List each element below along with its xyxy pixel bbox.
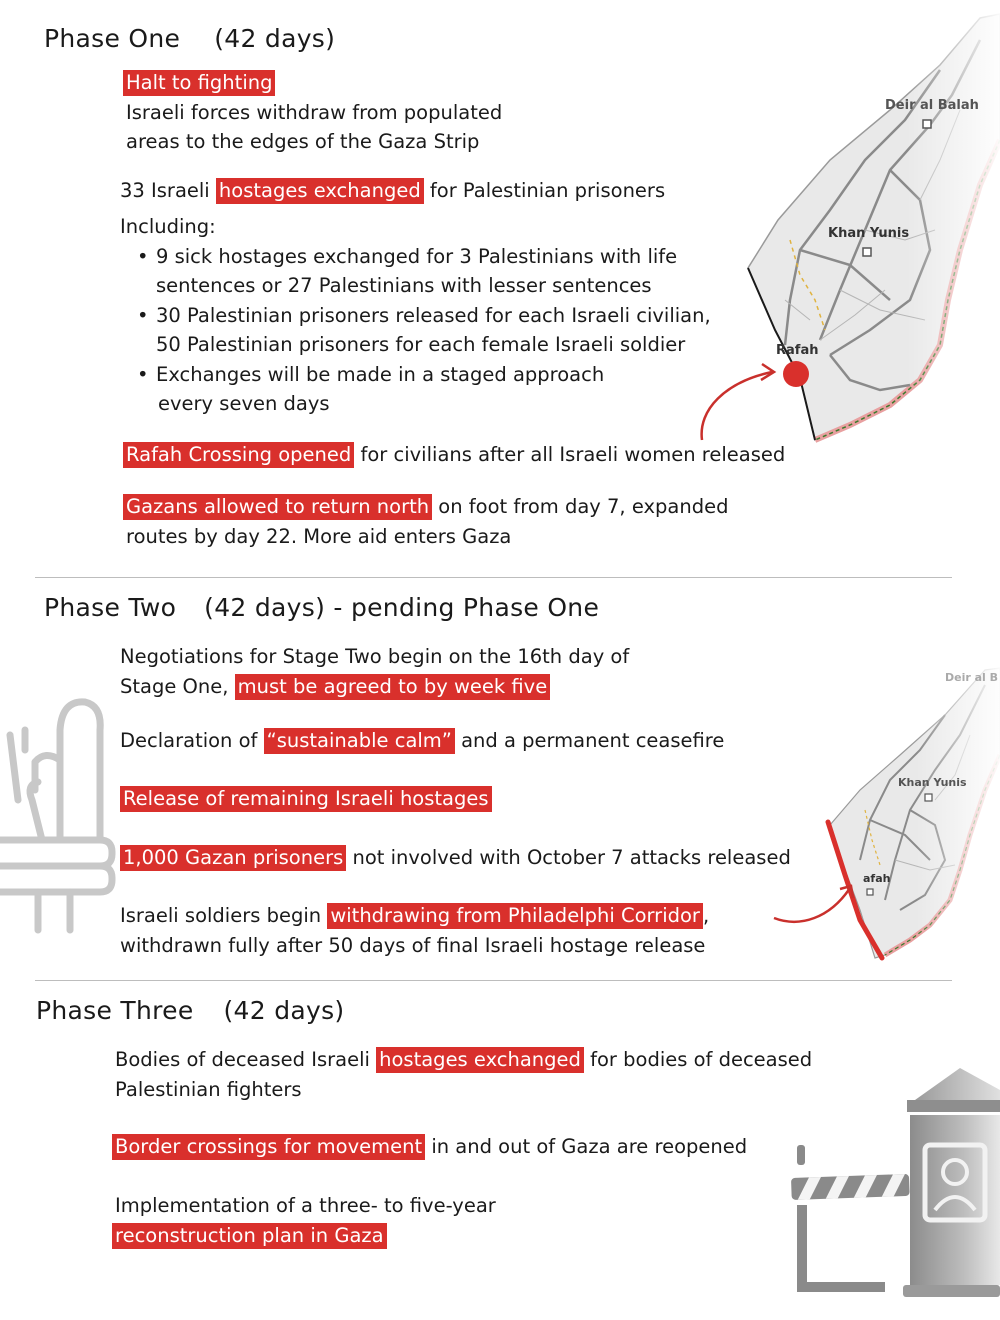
phase-two-title: Phase Two [44, 593, 177, 622]
map1-label-deir: Deir al Balah [885, 98, 979, 113]
phase1-bullet-list [120, 242, 711, 419]
list-item [120, 242, 711, 301]
phase2-negotiations-block [120, 642, 629, 701]
map-gaza-phase-one [690, 0, 1000, 470]
rafah-marker-icon [783, 361, 809, 387]
bullet-3-line2: every seven days [158, 392, 330, 415]
phase2-withdraw-line2: withdrawn fully after 50 days of final Israeli hostage release [120, 933, 706, 957]
agreed-week-five-highlight: must be agreed to by week five [235, 674, 551, 700]
list-item [120, 360, 711, 419]
map1-label-rafah: Rafah [776, 343, 819, 358]
philadelphi-highlight: withdrawing from Philadelphi Corridor [327, 903, 703, 929]
phase3-reconstruction-line1: Implementation of a three- to five-year [115, 1194, 496, 1217]
phase1-return-line2: routes by day 22. More aid enters Gaza [126, 524, 512, 548]
map2-label-khan: Khan Yunis [898, 776, 967, 789]
divider [35, 577, 952, 578]
map2-label-deir: Deir al B [945, 671, 999, 684]
phase-two-heading [44, 593, 599, 622]
phase1-rafah-post: for civilians after all Israeli women released [354, 443, 786, 466]
bullet-1-line1: • 9 sick hostages exchanged for 3 Palestinians with life [156, 244, 678, 268]
phase2-withdraw-pre: Israeli soldiers begin [120, 904, 328, 927]
phase1-return-block [123, 492, 728, 551]
sustainable-calm-highlight: “sustainable calm” [264, 728, 455, 754]
phase1-rafah-line [123, 440, 785, 470]
border-barrier-icon [785, 1060, 1000, 1300]
phase1-hostages-pre: 33 Israeli [120, 179, 216, 202]
phase-two-days: (42 days) - pending Phase One [204, 593, 600, 622]
map2-label-rafah: afah [863, 872, 891, 885]
phase2-prisoners-line [120, 843, 791, 873]
phase1-withdraw-line2: areas to the edges of the Gaza Strip [126, 130, 480, 153]
release-hostages-highlight: Release of remaining Israeli hostages [120, 786, 492, 812]
phase1-hostages-line [120, 176, 665, 206]
phase1-halt-block [123, 68, 502, 157]
phase2-negotiations-line1: Negotiations for Stage Two begin on the 16th day of [120, 645, 630, 668]
phase2-declaration-pre: Declaration of [120, 729, 264, 752]
phase2-release-line [120, 784, 492, 814]
phase1-withdraw-line1: Israeli forces withdraw from populated [126, 100, 503, 124]
list-item [120, 301, 711, 360]
hostages-exchanged-highlight: hostages exchanged [216, 178, 424, 204]
phase3-bodies-block [115, 1045, 812, 1104]
bullet-2-line2: 50 Palestinian prisoners for each female Israeli soldier [156, 333, 686, 356]
phase2-prisoners-post: not involved with October 7 attacks released [346, 846, 791, 869]
phase-three-heading [36, 996, 344, 1025]
phase3-border-post: in and out of Gaza are reopened [425, 1135, 748, 1158]
phase3-reconstruction-block [112, 1191, 496, 1250]
phase2-withdraw-block [120, 901, 709, 960]
phase3-bodies-pre: Bodies of deceased Israeli [115, 1048, 377, 1071]
gazans-return-highlight: Gazans allowed to return north [123, 494, 432, 520]
phase3-bodies-line2: Palestinian fighters [115, 1077, 302, 1101]
phase-one-heading [44, 24, 335, 53]
bullet-1-line2: sentences or 27 Palestinians with lesser sentences [156, 274, 652, 297]
divider [35, 980, 952, 981]
phase-one-days: (42 days) [214, 24, 336, 53]
phase-three-days: (42 days) [223, 996, 345, 1025]
map-gaza-phase-two [760, 660, 1000, 970]
halt-to-fighting-highlight: Halt to fighting [123, 70, 275, 96]
hand-stop-icon [0, 690, 120, 940]
phase2-withdraw-post: , [702, 904, 710, 927]
border-crossings-highlight: Border crossings for movement [112, 1134, 425, 1160]
phase-three-title: Phase Three [36, 996, 194, 1025]
phase2-negotiations-pre: Stage One, [120, 674, 235, 698]
hostages-exchanged-highlight-2: hostages exchanged [376, 1047, 584, 1073]
phase2-declaration-post: and a permanent ceasefire [454, 729, 725, 752]
gazan-prisoners-highlight: 1,000 Gazan prisoners [120, 845, 346, 871]
phase1-hostages-post: for Palestinian prisoners [423, 179, 666, 202]
including-label: Including: [120, 215, 216, 238]
bullet-3-line1: • Exchanges will be made in a staged approach [156, 362, 605, 386]
phase1-including-block [120, 212, 711, 419]
bullet-2-line1: • 30 Palestinian prisoners released for each Israeli civilian, [156, 303, 711, 327]
phase-one-title: Phase One [44, 24, 181, 53]
phase3-border-line [112, 1132, 747, 1162]
reconstruction-highlight: reconstruction plan in Gaza [112, 1223, 387, 1249]
map1-label-khan: Khan Yunis [828, 226, 910, 241]
rafah-crossing-highlight: Rafah Crossing opened [123, 442, 354, 468]
phase2-declaration-line [120, 726, 724, 756]
phase3-bodies-post: for bodies of deceased [583, 1048, 813, 1071]
phase1-return-post: on foot from day 7, expanded [432, 495, 729, 518]
